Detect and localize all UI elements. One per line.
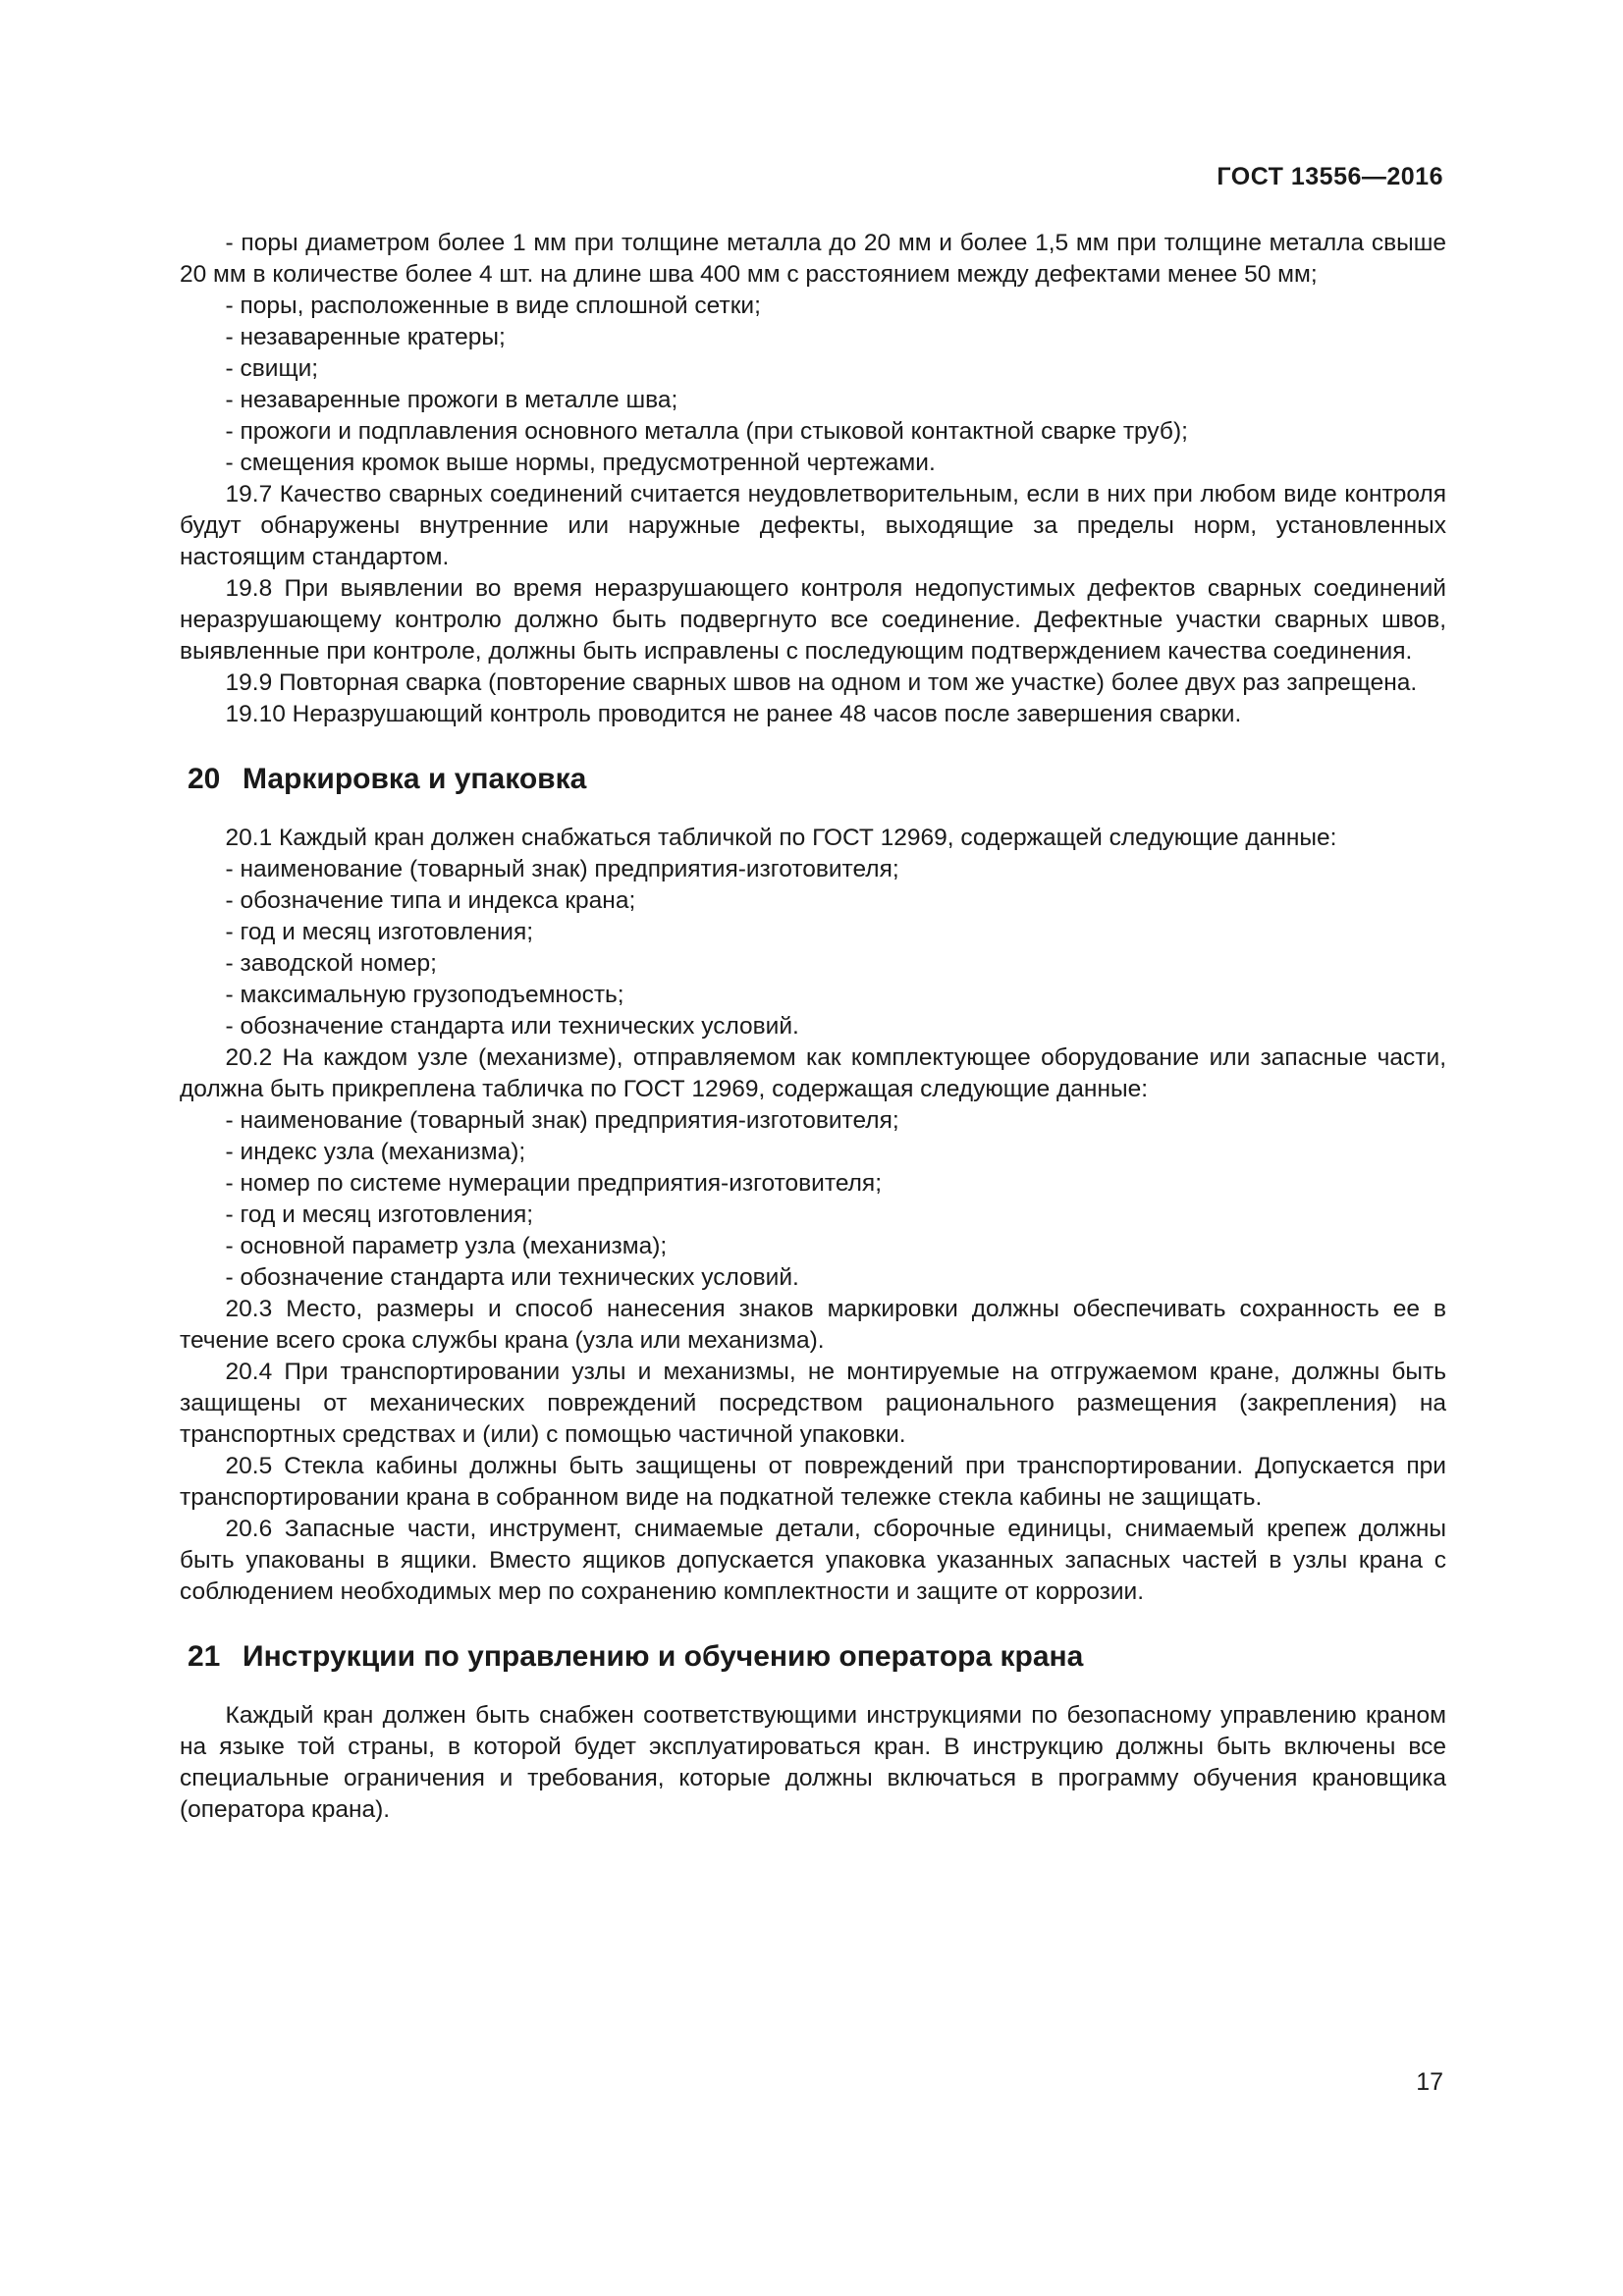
list-item: - максимальную грузоподъемность; bbox=[225, 982, 624, 1008]
section-20-heading bbox=[180, 760, 1446, 799]
list-item: - свищи; bbox=[225, 355, 319, 382]
list-item: - незаваренные кратеры; bbox=[225, 324, 506, 350]
paragraph-21: Каждый кран должен быть снабжен соответствующими инструкциями по безопасному управлению краном на языке той страны, в которой будет эксплуатироваться кран. В инструкцию должны быть включены все специальные ограничения и требования, которые должны включаться в программу обучения крановщика (оператора крана). bbox=[180, 1702, 1446, 1823]
list-item: - незаваренные прожоги в металле шва; bbox=[225, 387, 678, 413]
paragraph-19-8: 19.8 При выявлении во время неразрушающего контроля недопустимых дефектов сварных соединений неразрушающему контролю должно быть подвергнуто все соединение. Дефектные участки сварных швов, выявленные при контроле, должны быть исправлены с последующим подтверждением качества соединения. bbox=[180, 575, 1446, 665]
list-item: - год и месяц изготовления; bbox=[225, 919, 534, 945]
paragraph-20-2: 20.2 На каждом узле (механизме), отправляемом как комплектующее оборудование или запасные части, должна быть прикреплена табличка по ГОСТ 12969, содержащая следующие данные: bbox=[180, 1044, 1446, 1102]
list-item: - обозначение стандарта или технических условий. bbox=[225, 1264, 799, 1291]
paragraph-20-4: 20.4 При транспортировании узлы и механизмы, не монтируемые на отгружаемом кране, должны быть защищены от механических повреждений посредством рационального размещения (закрепления) на транспортных средствах и (или) с помощью частичной упаковки. bbox=[180, 1359, 1446, 1448]
section-21-heading bbox=[180, 1637, 1446, 1677]
paragraph-19-10: 19.10 Неразрушающий контроль проводится не ранее 48 часов после завершения сварки. bbox=[225, 701, 1242, 727]
list-item: - год и месяц изготовления; bbox=[225, 1201, 534, 1228]
paragraph-20-3: 20.3 Место, размеры и способ нанесения знаков маркировки должны обеспечивать сохранность ее в течение всего срока службы крана (узла или механизма). bbox=[180, 1296, 1446, 1354]
list-item: - наименование (товарный знак) предприятия-изготовителя; bbox=[225, 1107, 899, 1134]
paragraph-19-7: 19.7 Качество сварных соединений считается неудовлетворительным, если в них при любом виде контроля будут обнаружены внутренние или наружные дефекты, выходящие за пределы норм, установленных настоящим стандартом. bbox=[180, 481, 1446, 570]
list-item: - обозначение стандарта или технических условий. bbox=[225, 1013, 799, 1040]
page-number: 17 bbox=[1416, 2068, 1443, 2096]
page-content bbox=[180, 228, 1446, 1826]
paragraph-20-5: 20.5 Стекла кабины должны быть защищены от повреждений при транспортировании. Допускается при транспортировании крана в собранном виде на подкатной тележке стекла кабины не защищать. bbox=[180, 1453, 1446, 1511]
paragraph-20-6: 20.6 Запасные части, инструмент, снимаемые детали, сборочные единицы, снимаемый крепеж должны быть упакованы в ящики. Вместо ящиков допускается упаковка указанных запасных частей в узлы крана с соблюдением необходимых мер по сохранению комплектности и защите от коррозии. bbox=[180, 1516, 1446, 1605]
list-item: - смещения кромок выше нормы, предусмотренной чертежами. bbox=[225, 450, 936, 476]
list-item: - номер по системе нумерации предприятия-изготовителя; bbox=[225, 1170, 882, 1197]
section-number: 20 bbox=[188, 763, 221, 795]
document-code: ГОСТ 13556—2016 bbox=[1217, 163, 1443, 190]
section-title: Инструкции по управлению и обучению оператора крана bbox=[243, 1640, 1084, 1673]
list-item: - заводской номер; bbox=[225, 950, 437, 977]
list-item: - наименование (товарный знак) предприятия-изготовителя; bbox=[225, 856, 899, 882]
list-item: - поры диаметром более 1 мм при толщине металла до 20 мм и более 1,5 мм при толщине металла свыше 20 мм в количестве более 4 шт. на длине шва 400 мм с расстоянием между дефектами менее 50 мм; bbox=[180, 230, 1446, 288]
list-item: - поры, расположенные в виде сплошной сетки; bbox=[225, 293, 761, 319]
list-item: - прожоги и подплавления основного металла (при стыковой контактной сварке труб); bbox=[225, 418, 1188, 445]
list-item: - обозначение типа и индекса крана; bbox=[225, 887, 636, 914]
list-item: - индекс узла (механизма); bbox=[225, 1139, 526, 1165]
section-number: 21 bbox=[188, 1640, 221, 1673]
paragraph-20-1: 20.1 Каждый кран должен снабжаться табличкой по ГОСТ 12969, содержащей следующие данные: bbox=[225, 825, 1337, 851]
paragraph-19-9: 19.9 Повторная сварка (повторение сварных швов на одном и том же участке) более двух раз запрещена. bbox=[225, 669, 1418, 696]
list-item: - основной параметр узла (механизма); bbox=[225, 1233, 668, 1259]
section-title: Маркировка и упаковка bbox=[243, 763, 587, 795]
